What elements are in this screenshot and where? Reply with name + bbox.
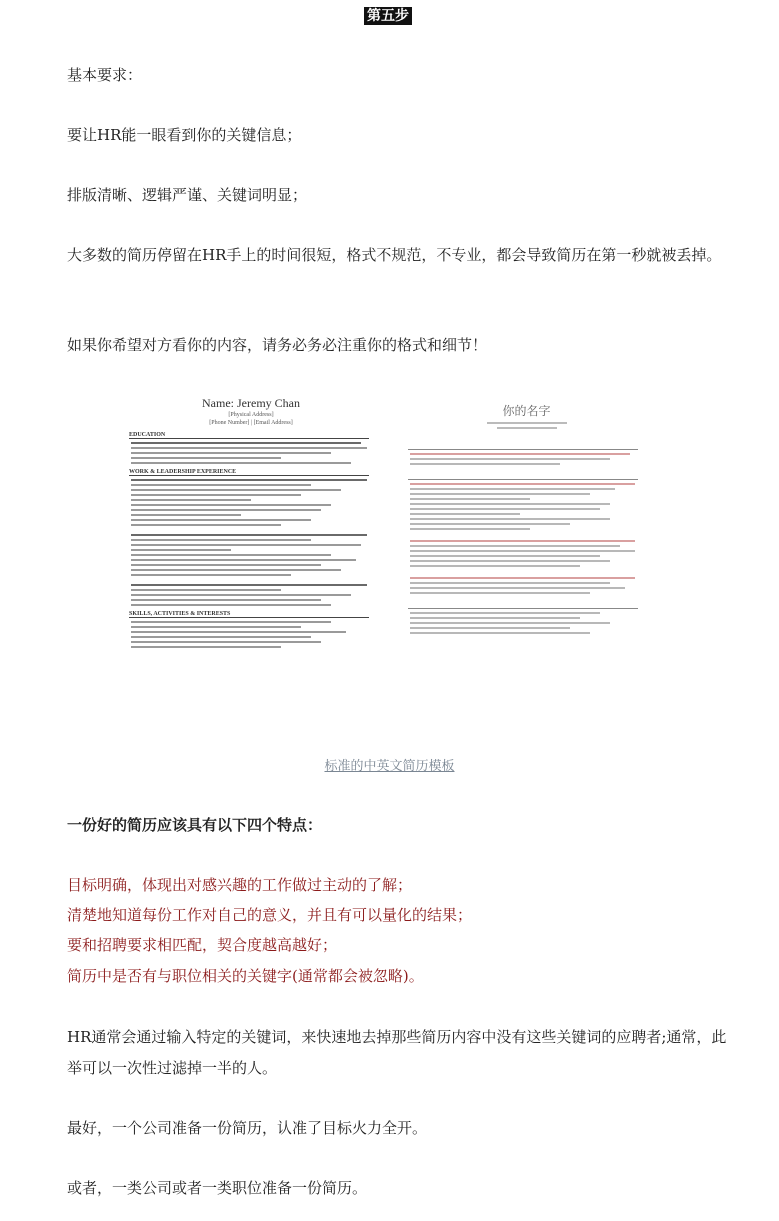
resume-section-heading: WORK & LEADERSHIP EXPERIENCE — [129, 469, 369, 476]
image-caption-link[interactable]: 标准的中英文简历模板 — [324, 759, 455, 774]
resume-name: Name: Jeremy Chan — [202, 396, 300, 410]
paragraph: 大多数的简历停留在HR手上的时间很短，格式不规范，不专业，都会导致简历在第一秒就被丢掉。 — [67, 246, 722, 264]
features-heading: 一份好的简历应该具有以下四个特点： — [67, 816, 323, 834]
feature-item: 清楚地知道每份工作对自己的意义，并且有可以量化的结果； — [67, 906, 473, 924]
resume-address: [Physical Address] — [228, 412, 274, 418]
basic-requirements-label: 基本要求： — [67, 66, 143, 84]
feature-item: 目标明确，体现出对感兴趣的工作做过主动的了解； — [67, 876, 413, 894]
feature-item: 要和招聘要求相匹配，契合度越高越好； — [67, 936, 338, 954]
paragraph: 或者，一类公司或者一类职位准备一份简历。 — [67, 1179, 368, 1197]
paragraph: 如果你希望对方看你的内容，请务必务必注重你的格式和细节！ — [67, 336, 488, 354]
resume-section-heading: EDUCATION — [129, 432, 369, 439]
english-resume-template-image — [125, 392, 377, 737]
paragraph: 要让HR能一眼看到你的关键信息； — [67, 126, 302, 144]
resume-name-cn: 你的名字 — [502, 404, 551, 418]
feature-item: 简历中是否有与职位相关的关键字(通常都会被忽略)。 — [67, 967, 424, 985]
chinese-resume-template-image — [404, 392, 649, 737]
resume-section-heading: SKILLS, ACTIVITIES & INTERESTS — [129, 611, 369, 618]
paragraph: 最好，一个公司准备一份简历，认准了目标火力全开。 — [67, 1119, 428, 1137]
step-badge: 第五步 — [364, 7, 412, 25]
resume-contact: [Phone Number] | [Email Address] — [209, 420, 293, 426]
paragraph: HR通常会通过输入特定的关键词，来快速地去掉那些简历内容中没有这些关键词的应聘者;通常，此举可以一次性过滤掉一半的人。 — [67, 1028, 727, 1077]
paragraph: 排版清晰、逻辑严谨、关键词明显； — [67, 186, 308, 204]
